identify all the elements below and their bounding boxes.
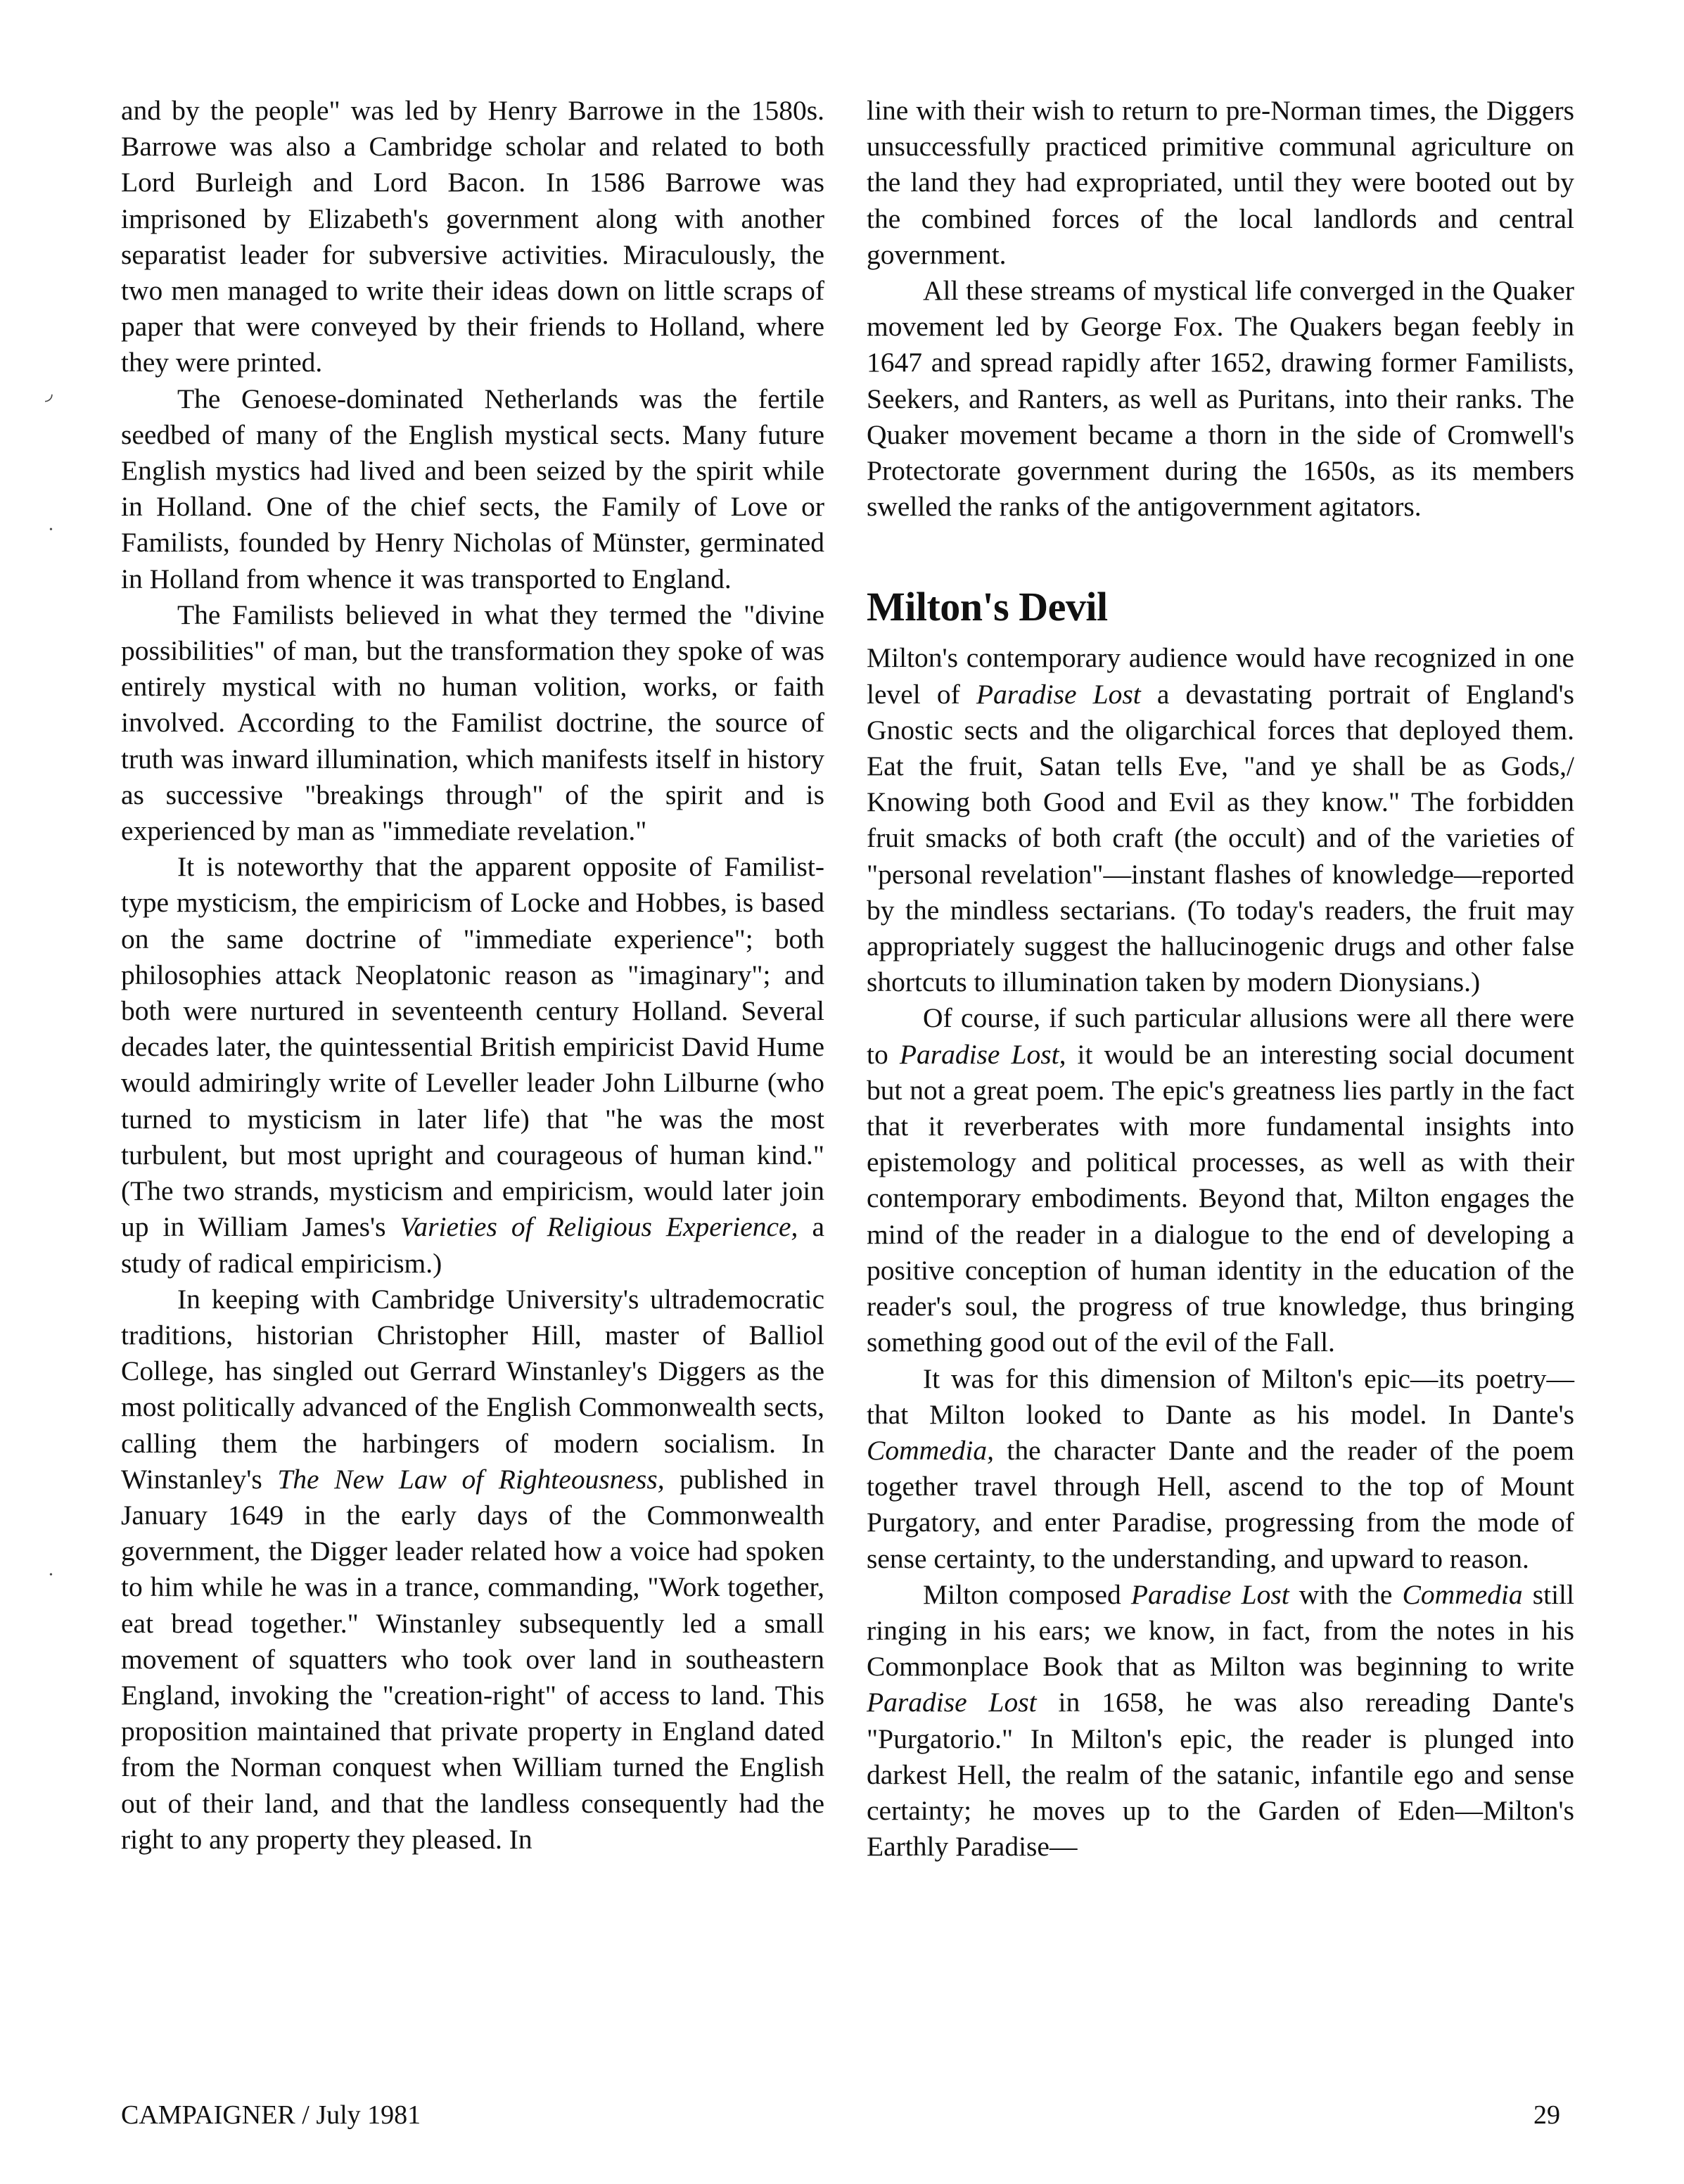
footer-page-number: 29 <box>1533 2100 1560 2130</box>
paragraph <box>867 1361 1574 1577</box>
italic-title: Paradise Lost <box>976 678 1141 710</box>
paragraph <box>867 1000 1574 1360</box>
text-segment: still ringing in his ears; we know, in fact, from the notes in his Commonplace Book that as Milton was beginning to write <box>867 1578 1574 1682</box>
text-segment: published in January 1649 in the early days of the Commonwealth government, the Digger leader related how a voice had spoken to him while he was in a trance, commanding, "Work together, eat bread together." Winstanley subsequently led a small movement of squatters who took over land in southeastern England, invoking the "creation-right" of access to land. This proposition maintained that private property in England dated from the Norman conquest when William turned the English out of their land, and that the landless consequently had the right to any property they pleased. In <box>121 1463 824 1855</box>
italic-title: Commedia, <box>867 1434 995 1466</box>
italic-title: Paradise Lost, <box>899 1038 1066 1070</box>
right-column-after-heading <box>867 640 1574 1865</box>
text-segment: Milton's contemporary audience would have recognized in one level of <box>867 642 1574 710</box>
text-segment: a devastating portrait of England's Gnostic sects and the oligarchical forces that deployed them. Eat the fruit, Satan tells Eve, "and ye shall be as Gods,/ Knowing both Good and Evil as they know." The forbidden fruit smacks of both craft (the occult) and of the varieties of "personal revelation"—instant flashes of knowledge—reported by the mindless sectarians. (To today's readers, the fruit may appropriately suggest the hallucinogenic drugs and other false shortcuts to illumination taken by modern Dionysians.) <box>867 678 1574 998</box>
text-segment: All these streams of mystical life converged in the Quaker movement led by George Fox. The Quakers began feebly in 1647 and spread rapidly after 1652, drawing former Familists, Seekers, and Ranters, as well as Puritans, into their ranks. The Quaker movement became a thorn in the side of Cromwell's Protectorate government during the 1650s, as its members swelled the ranks of the antigovernment agitators. <box>867 275 1574 523</box>
paragraph <box>867 273 1574 525</box>
text-segment: The Familists believed in what they termed the "divine possibilities" of man, but the transformation they spoke of was entirely mystical with no human volition, works, or faith involved. According to the Familist doctrine, the source of truth was inward illumination, which manifests itself in history as successive "breakings through" of the spirit and is experienced by man as "immediate revelation." <box>121 599 824 847</box>
right-column-before-heading <box>867 93 1574 525</box>
scan-mark: • <box>49 1570 53 1580</box>
text-segment: Of course, if such particular allusions were all there were to <box>867 1002 1574 1070</box>
text-segment: line with their wish to return to pre-Norman times, the Diggers unsuccessfully practiced primitive communal agriculture on the land they had expropriated, until they were booted out by the combined forces of the local landlords and central government. <box>867 95 1574 270</box>
text-segment: Milton composed <box>923 1578 1131 1610</box>
text-segment: the character Dante and the reader of the poem together travel through Hell, ascend to the top of Mount Purgatory, and enter Paradise, progressing from the mode of sense certainty, to the understanding, and upward to reason. <box>867 1434 1574 1574</box>
italic-title: Varieties of Religious Experience, <box>400 1211 798 1243</box>
scan-mark: ◞ <box>45 383 53 404</box>
text-segment: a study of radical empiricism.) <box>121 1211 825 1279</box>
paragraph <box>121 597 824 849</box>
italic-title: Paradise Lost <box>1130 1578 1289 1610</box>
right-column <box>867 93 1574 1865</box>
paragraph <box>867 1577 1574 1865</box>
text-segment: It was for this dimension of Milton's epic—its poetry—that Milton looked to Dante as his model. In Dante's <box>867 1362 1574 1430</box>
italic-title: The New Law of Righteousness, <box>277 1463 665 1495</box>
paragraph <box>121 1282 824 1858</box>
left-column <box>121 93 824 1858</box>
text-segment: It is noteworthy that the apparent opposite of Familist-type mysticism, the empiricism of Locke and Hobbes, is based on the same doctrine of "immediate experience"; both philosophies attack Neoplatonic reason as "imaginary"; and both were nurtured in seventeenth century Holland. Several decades later, the quintessential British empiricist David Hume would admiringly write of Leveller leader John Lilburne (who turned to mysticism in later life) that "he was the most turbulent, but most upright and courageous of human kind." (The two strands, mysticism and empiricism, would later join up in William James's <box>121 851 824 1243</box>
italic-title: Paradise Lost <box>867 1687 1037 1718</box>
text-segment: and by the people" was led by Henry Barrowe in the 1580s. Barrowe was also a Cambridge scholar and related to both Lord Burleigh and Lord Bacon. In 1586 Barrowe was imprisoned by Elizabeth's government along with another separatist leader for subversive activities. Miraculously, the two men managed to write their ideas down on little scraps of paper that were conveyed by their friends to Holland, where they were printed. <box>121 95 824 378</box>
text-segment: it would be an interesting social document but not a great poem. The epic's greatness lies partly in the fact that it reverberates with more fundamental insights into epistemology and political processes, as well as with their contemporary embodiments. Beyond that, Milton engages the mind of the reader in a dialogue to the end of developing a positive conception of human identity in the education of the reader's soul, the progress of true knowledge, thus bringing something good out of the evil of the Fall. <box>867 1038 1574 1358</box>
paragraph <box>121 93 824 381</box>
italic-title: Commedia <box>1402 1578 1523 1610</box>
text-segment: with the <box>1289 1578 1403 1610</box>
section-heading: Milton's Devil <box>867 584 1108 630</box>
paragraph <box>121 381 824 597</box>
footer-publication: CAMPAIGNER / July 1981 <box>121 2100 421 2130</box>
paragraph <box>867 93 1574 273</box>
paragraph <box>121 849 824 1281</box>
text-segment: The Genoese-dominated Netherlands was the fertile seedbed of many of the English mystical sects. Many future English mystics had lived and been seized by the spirit while in Holland. One of the chief sects, the Family of Love or Familists, founded by Henry Nicholas of Münster, germinated in Holland from whence it was transported to England. <box>121 383 824 594</box>
paragraph <box>867 640 1574 1000</box>
text-segment: In keeping with Cambridge University's ultrademocratic traditions, historian Christopher Hill, master of Balliol College, has singled out Gerrard Winstanley's Diggers as the most politically advanced of the English Commonwealth sects, calling them the harbingers of modern socialism. In Winstanley's <box>121 1283 824 1495</box>
scan-mark: • <box>49 525 53 535</box>
text-segment: in 1658, he was also rereading Dante's "Purgatorio." In Milton's epic, the reader is plunged into darkest Hell, the realm of the satanic, infantile ego and sense certainty; he moves up to the Garden of Eden—Milton's Earthly Paradise— <box>867 1687 1574 1863</box>
